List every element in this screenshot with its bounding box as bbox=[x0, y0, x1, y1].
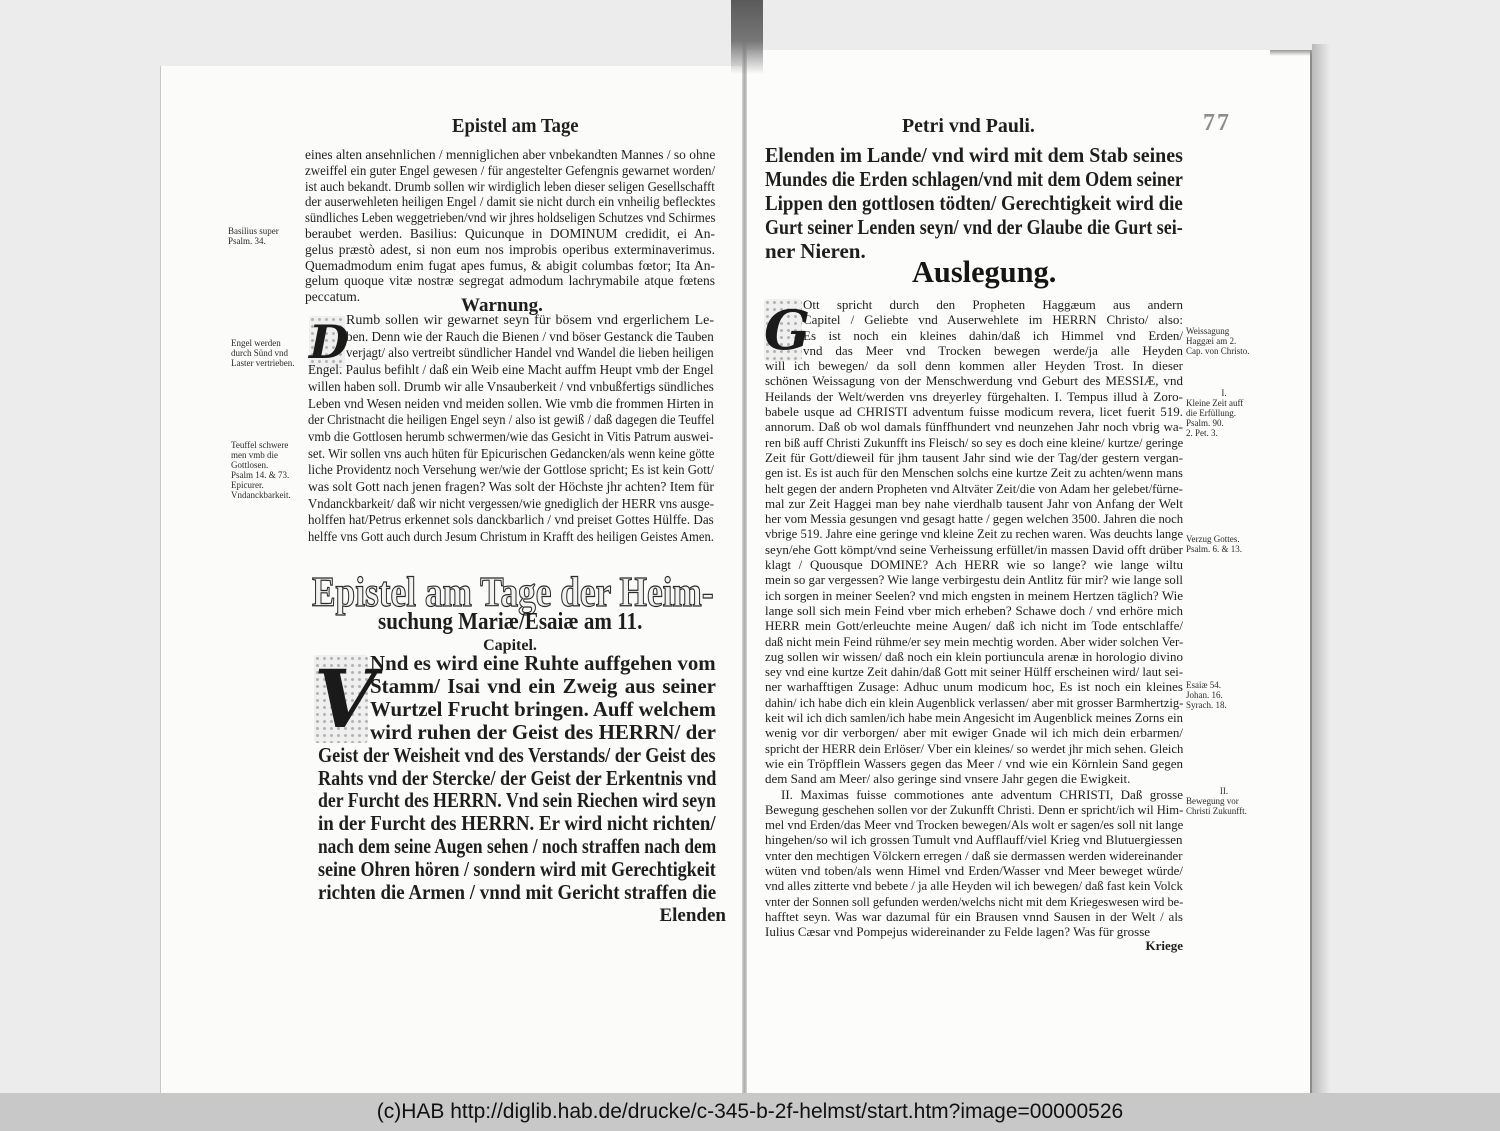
text-line: gen ist. Es ist auch für den Menschen solchs eine kurtze Zeit zu achten/wenn mans bbox=[765, 465, 1183, 481]
text-line: zug sollen wir wissen/ daß noch ein klein portiuncula arenæ in horologio divino bbox=[765, 648, 1183, 664]
margin-note-line: die Erfüllung. bbox=[1186, 408, 1236, 418]
margin-note-line: Kleine Zeit auff bbox=[1186, 398, 1244, 408]
margin-note-line: Engel werden bbox=[231, 338, 281, 348]
warnung-heading: Warnung. bbox=[461, 295, 543, 316]
footer-credit: (c)HAB http://diglib.hab.de/drucke/c-345-b-2f-helmst/start.htm?image=00000526 bbox=[376, 1100, 1124, 1123]
epistel-subtitle: suchung Mariæ/Esaiæ am 11. bbox=[378, 609, 643, 635]
text-line: beraubet werden. Basilius: Quicunque in DOMINUM credidit, ei An- bbox=[305, 225, 715, 241]
text-line: Rumb sollen wir gewarnet seyn für bösem vnd ergerlichem Le- bbox=[346, 313, 714, 328]
text-line: wird ruhen der Geist des HERRN/ der bbox=[370, 719, 716, 744]
text-line: hingehen/so wil ich grossen Tumult vnd Aufflauff/viel Krieg vnd Blutuergiessen bbox=[765, 832, 1183, 848]
margin-note-bewegung bbox=[1186, 786, 1262, 816]
right-page-top-shadow bbox=[1270, 50, 1312, 56]
margin-note-kleine-zeit bbox=[1186, 388, 1262, 438]
margin-note-line: Esaiæ 54. bbox=[1186, 680, 1221, 690]
text-line: Heilands der Welt/werden vns dreyerley fürgehalten. I. Tempus illud à Zoro- bbox=[765, 388, 1183, 404]
text-line: Leben vnd Wesen neiden vnd meiden sollen. Wie vmb die frommen Hirten in bbox=[308, 396, 714, 412]
text-line: schönen Weissagung von der Menschwerdung vnd Geburt des MESSIÆ, vnd bbox=[765, 373, 1183, 389]
margin-note-line: Gottlosen. bbox=[231, 460, 269, 470]
drop-cap-initial: D bbox=[309, 315, 349, 369]
drop-cap-initial: G bbox=[764, 298, 811, 362]
text-line: ner Nieren. bbox=[765, 239, 866, 263]
text-line: Quemadmodum enim fugat apes fumus, & abigit columbas fœtor; Ita An- bbox=[305, 257, 715, 273]
text-line: babele usque ad CHRISTI adventum fuisse modicum revera, licet fuerit 519. bbox=[765, 404, 1183, 420]
text-line: Wurtzel Frucht bringen. Auff welchem bbox=[370, 696, 716, 721]
margin-note-line: Vndanckbarkeit. bbox=[231, 490, 291, 500]
margin-note-basilius bbox=[228, 226, 296, 246]
text-line: nach dem seine Augen sehen / noch straffen nach dem bbox=[318, 834, 717, 859]
text-line: vbrige 519. Jahre eine geringe vnd kleine Zeit zu rechen waren. Was deuchts lange bbox=[765, 526, 1184, 542]
margin-note-line: Psalm. 6. & 13. bbox=[1186, 544, 1243, 554]
text-line: seyn/ehe Gott kömpt/vnd seine Verheissung erfüllet/in massen David offt drüber bbox=[765, 541, 1183, 557]
running-header-left: Epistel am Tage bbox=[452, 115, 579, 137]
text-line: sündliches Leben weggetrieben/vnd wir jhres holdseligen Schutzes vnd Schirmes bbox=[305, 210, 716, 226]
text-line: der Christnacht die heiligen Engel seyn / also ist gewiß / daß dagegen die Teuffel bbox=[308, 413, 715, 429]
text-line: Vndanckbarkeit/ daß wir nicht vergessen/wie gnediglich der HERR vns ausge- bbox=[308, 496, 714, 512]
gutter-binding-shadow bbox=[731, 0, 763, 74]
text-line: daß nicht mein Feind rühme/er sey mein mechtig worden. Aber wider solchen Ver- bbox=[765, 633, 1184, 649]
text-line: set. Wir sollen vns auch hüten für Epicurischen Gedancken/als wenn keine götte bbox=[308, 446, 715, 462]
text-line: vnd das Meer vnd Trocken bewegen werde/ja alle Heyden bbox=[803, 342, 1183, 358]
margin-note-line: Christi Zukunfft. bbox=[1186, 806, 1247, 816]
left-intro-text bbox=[305, 147, 715, 305]
running-header-right: Petri vnd Pauli. bbox=[902, 115, 1035, 137]
text-line: mein so gar vergessen? Wie lange verbirgestu dein Antlitz für mir? wie lange soll bbox=[765, 572, 1183, 588]
text-line: wie ein Tröpfflein Wassers gegen das Meer / vnd wie ein Körnlein Sand gegen bbox=[765, 755, 1183, 771]
margin-note-teuffel bbox=[231, 440, 303, 500]
text-line: helt gegen der andern Propheten vnd Altväter Zeit/die von Adam her gelebet/fürne- bbox=[765, 480, 1183, 496]
text-line: vnter der Sonnen soll gefunden werden/welchs nicht mit dem Kriegeswesen wird be- bbox=[765, 893, 1184, 909]
catchword-left: Elenden bbox=[659, 905, 726, 926]
text-line: Lippen den gottlosen tödten/ Gerechtigkeit wird die bbox=[765, 191, 1183, 215]
text-line: der Furcht des HERRN. Vnd sein Riechen wird seyn bbox=[318, 788, 716, 813]
text-line: Zeit für Gott/dieweil für jhm tausent Jahr sind wie der Tag/der gestern vergan- bbox=[765, 449, 1183, 465]
margin-note-line: Epicurer. bbox=[231, 480, 264, 490]
margin-note-line: Psalm. 90. bbox=[1186, 418, 1224, 428]
text-line: klagt / Quousque DOMINE? Ach HERR wie so lange? wie lange wiltu bbox=[765, 557, 1183, 573]
text-line: sey vnd eine kurtze Zeit dahin/daß Gott mit seiner Hülff erscheinen wird/ laut sei- bbox=[765, 664, 1184, 680]
text-line: lange soll sich mein Feind vber mich erheben? Schawe doch / vnd erhöre mich bbox=[765, 602, 1183, 618]
text-line: in der Furcht des HERRN. Er wird nicht richten/ bbox=[318, 811, 716, 836]
margin-note-line: Haggæi am 2. bbox=[1186, 336, 1237, 346]
text-line: helffe vns Gott auch durch Jesum Christum in Krafft des heiligen Geistes Amen. bbox=[308, 530, 714, 546]
text-line: ben. Denn wie der Rauch die Bienen / vnd böser Gestanck die Tauben bbox=[346, 329, 714, 345]
text-line: holffen hat/Petrus erkennet sols danckbarlich / vnd preiset Gottes Hülffe. Das bbox=[308, 513, 714, 529]
text-line: Iulius Cæsar vnd Pompejus widereinander zu Felde lagen? Was für grosse bbox=[765, 924, 1151, 940]
text-line: wenig vor dir verborgen/ aber mit ewiger Gnade wil ich mich dein erbarmen/ bbox=[765, 725, 1183, 741]
text-line: peccatum. bbox=[305, 289, 361, 305]
text-line: Elenden im Lande/ vnd wird mit dem Stab seines bbox=[765, 143, 1183, 167]
margin-note-line: Teuffel schwere bbox=[231, 440, 289, 450]
footer-bar bbox=[0, 1093, 1500, 1131]
margin-note-line: Laster vertrieben. bbox=[231, 358, 295, 368]
margin-note-line: Bewegung vor bbox=[1186, 796, 1239, 806]
text-line: gelus præstò adest, si non eum nos improbis operibus exterminaverimus. bbox=[305, 241, 715, 257]
epistel-continuation-text bbox=[765, 143, 1183, 263]
text-line: Gurt seiner Lenden seyn/ vnd der Glaube die Gurt sei- bbox=[765, 215, 1183, 239]
margin-note-line: men vmb die bbox=[231, 450, 278, 460]
text-line: II. Maximas fuisse commotiones ante adventum CHRISTI, Daß grosse bbox=[781, 786, 1183, 802]
text-line: willen haben soll. Drumb wir alle Vnsauberkeit / vnd vnbußfertigs sündliches bbox=[308, 379, 714, 395]
epistel-capitel: Capitel. bbox=[483, 637, 537, 654]
text-line: Stamm/ Isai vnd ein Zweig aus seiner bbox=[370, 673, 716, 698]
margin-note-line: Psalm 14. & 73. bbox=[231, 470, 290, 480]
text-line: Mundes die Erden schlagen/vnd mit dem Odem seiner bbox=[765, 167, 1183, 191]
margin-note-engel bbox=[231, 338, 303, 368]
text-line: hafftet seyn. Was war dazumal für ein Brausen vnnd Sausen in der Welt / als bbox=[765, 908, 1183, 924]
text-line: HERR mein Gott/erleuchte meine Augen/ daß ich nicht im Tode entschlaffe/ bbox=[765, 618, 1183, 634]
margin-note-line: I. bbox=[1221, 388, 1227, 398]
text-line: keit wil ich dich samlen/ich habe mein Angesicht im Augenblick meines Zorns ein bbox=[765, 710, 1183, 726]
margin-note-line: 2. Pet. 3. bbox=[1186, 428, 1218, 438]
auslegung-text bbox=[765, 297, 1183, 939]
text-line: dem Sand am Meer/ also geringe sind vnsere Jahr gegen die Ewigkeit. bbox=[765, 771, 1131, 787]
text-line: Bewegung geschehen sollen vor der Zukunfft Christi. Denn er spricht/ich wil Him- bbox=[765, 801, 1184, 817]
text-line: was solt Gott nach jenen fragen? Was solt der Höchste jhr achten? Item für bbox=[308, 480, 714, 496]
text-line: richten die Armen / vnnd mit Gericht straffen die bbox=[318, 880, 717, 905]
text-line: Geist der Weisheit vnd des Verstands/ der Geist des bbox=[318, 742, 716, 767]
margin-note-line: Johan. 16. bbox=[1186, 690, 1223, 700]
text-line: Rahts vnd der Stercke/ der Geist der Erkentnis vnd bbox=[318, 765, 717, 790]
text-line: seine Ohren hören / sondern wird mit Gerechtigkeit bbox=[318, 857, 716, 882]
text-line: vnd alles zitterte vnd bebete / ja alle Heyden wil ich bewegen/ daß fast kein Volck bbox=[765, 878, 1183, 894]
epistel-text bbox=[318, 652, 716, 904]
page-number: 77 bbox=[1203, 110, 1231, 136]
margin-note-line: Basilius super bbox=[228, 226, 279, 236]
text-line: verjagt/ also vertreibt sündlicher Handel vnd Wandel die lieben heiligen bbox=[346, 346, 714, 362]
text-line: annorum. Daß ob wol damals fünffhundert vnd neunzehen Jahr noch vbrig wa- bbox=[765, 419, 1183, 435]
margin-note-line: durch Sünd vnd bbox=[231, 348, 288, 358]
text-line: ich sorgen in meiner Seelen? vnd mich engsten in meinem Hertzen täglich? Wie bbox=[765, 587, 1183, 603]
margin-note-weissagung bbox=[1186, 326, 1262, 356]
text-line: Engel. Paulus befihlt / daß ein Weib eine Macht auffm Heupt vmb der Engel bbox=[308, 363, 714, 379]
text-line: Es ist noch ein kleines dahin/daß ich Himmel vnd Erden/ bbox=[803, 327, 1183, 343]
warnung-text bbox=[308, 313, 714, 547]
text-line: spricht der HERR dein Erlöser/ Vber ein kleines/ so werdet jhr mich sehen. Gleich bbox=[765, 740, 1184, 756]
text-line: mel vnd Erden/das Meer vnd Trocken bewegen/Als wolt er sagen/es soll nit lange bbox=[765, 817, 1184, 833]
text-line: her vom Messia gesungen vnd gesagt hatte / gegen welchen 3500. Jahren die noch bbox=[765, 511, 1184, 527]
text-line: vnter den mechtigen Völckern erregen / daß sie dermassen werden widereinander bbox=[765, 847, 1183, 863]
text-line: ren biß auff Christi Zukunfft ins Fleisch/ so sey es doch eine kleine/ kurtze/ geringe bbox=[765, 434, 1184, 450]
right-page-edge-shadow bbox=[1312, 44, 1330, 1093]
margin-note-line: II. bbox=[1219, 786, 1229, 796]
catchword-right: Kriege bbox=[1145, 938, 1183, 953]
margin-note-esaiae bbox=[1186, 680, 1262, 710]
text-line: der auserwehleten heiligen Engel / damit sie nicht durch ein vnheilig beflecktes bbox=[305, 194, 716, 210]
auslegung-heading: Auslegung. bbox=[912, 254, 1057, 289]
margin-note-line: Verzug Gottes. bbox=[1186, 534, 1240, 544]
text-line: ist auch bekandt. Drumb sollen wir wirdiglich leben dieser seligen Gesellschafft bbox=[305, 178, 715, 194]
text-line: liche Providentz noch Versehung wer/wie der Gottlose spricht; Es ist kein Gott/ bbox=[308, 463, 714, 479]
margin-note-line: Syrach. 18. bbox=[1186, 700, 1227, 710]
text-line: ner warhafftigen Zusage: Adhuc unum modicum hoc, Es ist noch ein kleines bbox=[765, 679, 1183, 695]
epistel-title: Epistel am Tage der Heim- bbox=[312, 570, 714, 616]
gutter-shadow bbox=[742, 0, 747, 1093]
text-line: zweiffel ein guter Engel gewesen / für angestelter Gefengnis gewarnet worden/ bbox=[305, 162, 716, 178]
text-line: mal zur Zeit Haggei man bey nahe vierdhalb tausent Jahr von Anfang der Welt bbox=[765, 495, 1183, 511]
text-line: wüten vnd toben/als wenn Himel vnd Erden/Wasser vnd Meer beweget würde/ bbox=[765, 862, 1183, 878]
drop-cap-initial: V bbox=[314, 652, 377, 746]
text-line: Ott spricht durch den Propheten Haggæum aus andern bbox=[803, 297, 1183, 312]
text-line: Capitel / Geliebte vnd Auserwehlete im HERRN Christo/ also: bbox=[803, 312, 1183, 328]
margin-note-line: Weissagung bbox=[1186, 326, 1230, 336]
text-line: will ich bewegen/ da soll denn kommen aller Heyden Trost. In dieser bbox=[765, 358, 1183, 374]
margin-note-line: Psalm. 34. bbox=[228, 236, 266, 246]
text-line: Nnd es wird eine Ruhte auffgehen vom bbox=[370, 651, 716, 675]
text-line: eines alten ansehnlichen / menniglichen aber vnbekandten Mannes / so ohne bbox=[305, 147, 716, 162]
text-line: gelum quoque vitæ nostræ segregat admodum lachrymabile atque fœtens bbox=[305, 273, 715, 289]
margin-note-line: Cap. von Christo. bbox=[1186, 346, 1250, 356]
text-line: vmb die Gottlosen herumb schwermen/wie das Gesicht in Vitis Patrum auswei- bbox=[308, 429, 714, 445]
margin-note-verzug bbox=[1186, 534, 1262, 554]
text-line: dahin/ ich habe dich ein klein Augenblick verlassen/ aber mit grosser Barmhertzig- bbox=[765, 694, 1184, 710]
